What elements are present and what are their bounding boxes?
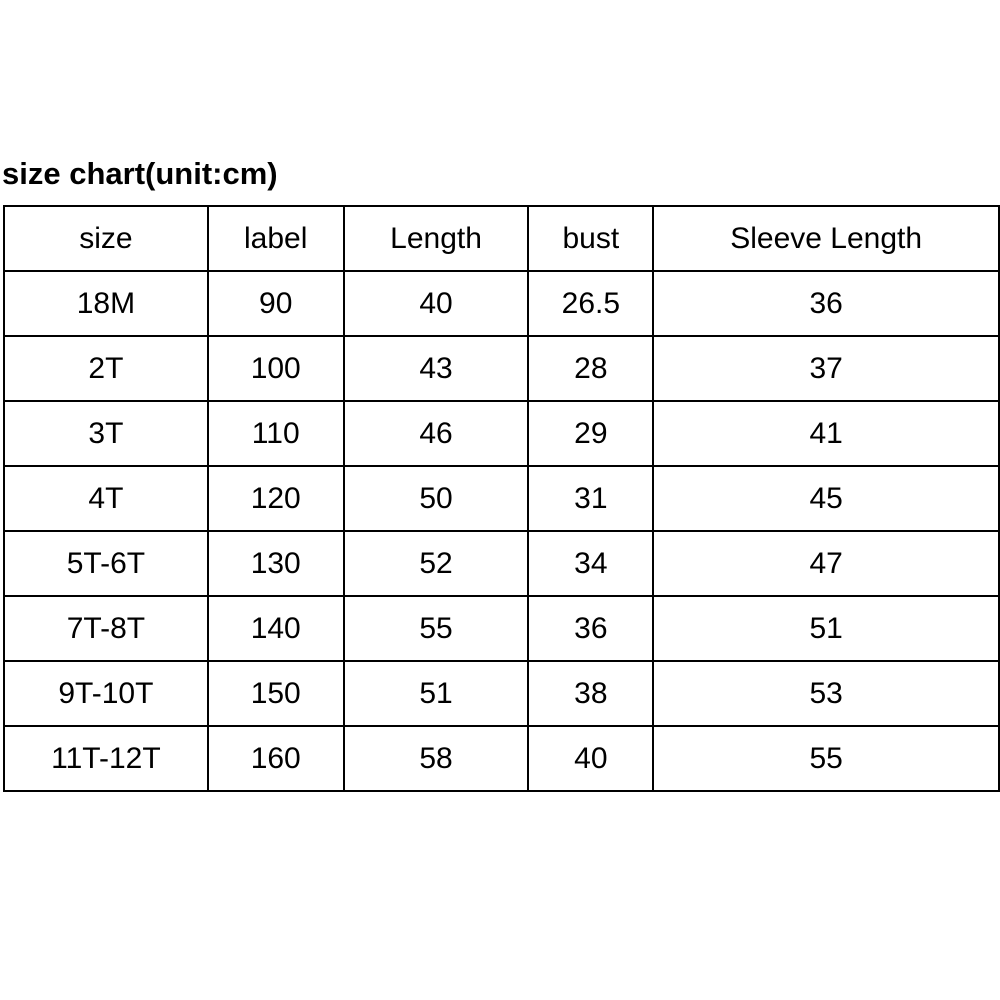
column-header-bust: bust [528, 206, 653, 271]
cell-length: 43 [344, 336, 529, 401]
cell-bust: 26.5 [528, 271, 653, 336]
table-row [4, 401, 999, 466]
cell-length: 58 [344, 726, 529, 791]
cell-length: 46 [344, 401, 529, 466]
cell-size: 18M [4, 271, 208, 336]
cell-sleeve-length: 51 [653, 596, 999, 661]
table-row [4, 726, 999, 791]
table-row [4, 596, 999, 661]
cell-sleeve-length: 53 [653, 661, 999, 726]
cell-bust: 40 [528, 726, 653, 791]
cell-length: 55 [344, 596, 529, 661]
cell-size: 3T [4, 401, 208, 466]
column-header-sleeve-length: Sleeve Length [653, 206, 999, 271]
cell-size: 9T-10T [4, 661, 208, 726]
cell-sleeve-length: 36 [653, 271, 999, 336]
cell-size: 11T-12T [4, 726, 208, 791]
cell-bust: 29 [528, 401, 653, 466]
table-row [4, 466, 999, 531]
cell-length: 40 [344, 271, 529, 336]
table-row [4, 531, 999, 596]
cell-bust: 34 [528, 531, 653, 596]
cell-sleeve-length: 41 [653, 401, 999, 466]
cell-label: 130 [208, 531, 344, 596]
cell-sleeve-length: 37 [653, 336, 999, 401]
cell-length: 52 [344, 531, 529, 596]
cell-length: 50 [344, 466, 529, 531]
cell-bust: 31 [528, 466, 653, 531]
cell-size: 4T [4, 466, 208, 531]
table-row [4, 661, 999, 726]
table-row [4, 336, 999, 401]
cell-sleeve-length: 55 [653, 726, 999, 791]
cell-label: 160 [208, 726, 344, 791]
cell-size: 2T [4, 336, 208, 401]
column-header-length: Length [344, 206, 529, 271]
table-header-row [4, 206, 999, 271]
page-title: size chart(unit:cm) [2, 156, 278, 191]
cell-bust: 28 [528, 336, 653, 401]
cell-label: 120 [208, 466, 344, 531]
cell-size: 5T-6T [4, 531, 208, 596]
cell-sleeve-length: 47 [653, 531, 999, 596]
cell-size: 7T-8T [4, 596, 208, 661]
cell-sleeve-length: 45 [653, 466, 999, 531]
cell-length: 51 [344, 661, 529, 726]
column-header-label: label [208, 206, 344, 271]
cell-label: 100 [208, 336, 344, 401]
size-chart-table [3, 205, 1000, 792]
cell-bust: 36 [528, 596, 653, 661]
cell-label: 150 [208, 661, 344, 726]
cell-label: 140 [208, 596, 344, 661]
cell-label: 90 [208, 271, 344, 336]
table-row [4, 271, 999, 336]
column-header-size: size [4, 206, 208, 271]
cell-label: 110 [208, 401, 344, 466]
cell-bust: 38 [528, 661, 653, 726]
